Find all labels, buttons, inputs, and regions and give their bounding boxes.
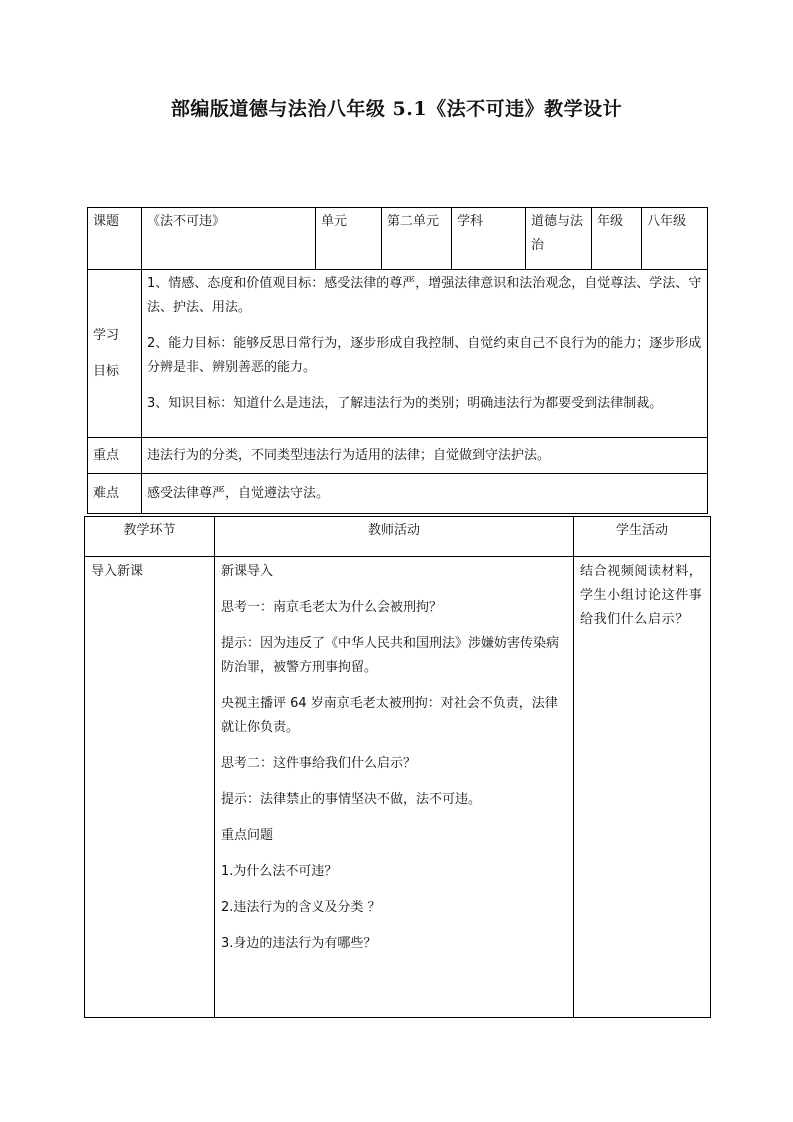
teacher-activity <box>215 557 574 1018</box>
grade-value: 八年级 <box>642 208 708 270</box>
course-label: 课题 <box>88 208 142 270</box>
course-value: 《法不可违》 <box>142 208 316 270</box>
key-point-row <box>88 438 708 474</box>
header-student: 学生活动 <box>574 517 711 557</box>
header-stage: 教学环节 <box>85 517 215 557</box>
unit-value: 第二单元 <box>382 208 452 270</box>
teacher-line: 1.为什么法不可违？ <box>221 864 338 879</box>
grade-label: 年级 <box>592 208 642 270</box>
activity-header-row <box>85 517 711 557</box>
teacher-line: 思考一：南京毛老太为什么会被刑拘？ <box>221 600 443 615</box>
document-title: 部编版道德与法治八年级 5.1《法不可违》教学设计 <box>170 98 623 120</box>
goals-label: 学习 目标 <box>88 270 142 438</box>
unit-label: 单元 <box>316 208 382 270</box>
teacher-line: 提示：法律禁止的事情坚决不做，法不可违。 <box>221 792 482 807</box>
teacher-line: 3.身边的违法行为有哪些？ <box>221 936 377 951</box>
teacher-line: 2.违法行为的含义及分类 ？ <box>221 900 381 915</box>
key-point-value: 违法行为的分类，不同类型违法行为适用的法律；自觉做到守法护法。 <box>142 438 708 474</box>
student-activity: 结合视频阅读材料，学生小组讨论这件事给我们什么启示？ <box>574 557 711 1018</box>
activity-row <box>85 557 711 1018</box>
teacher-line: 央视主播评 64 岁南京毛老太被刑拘：对社会不负责，法律就让你负责。 <box>221 696 558 735</box>
lesson-info-table <box>87 207 708 514</box>
teacher-line: 思考二：这件事给我们什么启示？ <box>221 756 417 771</box>
key-point-label: 重点 <box>88 438 142 474</box>
teacher-line: 重点问题 <box>221 828 274 843</box>
stage-cell: 导入新课 <box>85 557 215 1018</box>
info-row <box>88 208 708 270</box>
goals-row <box>88 270 708 438</box>
goals-content <box>142 270 708 438</box>
goal-item: 2、能力目标：能够反思日常行为，逐步形成自我控制、自觉约束自己不良行为的能力；逐步形成分辨是非、辨别善恶的能力。 <box>147 336 702 375</box>
goal-item: 1、情感、态度和价值观目标：感受法律的尊严，增强法律意识和法治观念，自觉尊法、学法、守法、护法、用法。 <box>147 276 702 315</box>
teacher-line: 新课导入 <box>221 564 274 579</box>
subject-label: 学科 <box>452 208 526 270</box>
difficulty-row <box>88 474 708 514</box>
header-teacher: 教师活动 <box>215 517 574 557</box>
activity-table <box>84 516 711 1018</box>
goal-item: 3、知识目标：知道什么是违法，了解违法行为的类别；明确违法行为都要受到法律制裁。 <box>147 396 663 411</box>
difficulty-value: 感受法律尊严，自觉遵法守法。 <box>142 474 708 514</box>
teacher-line: 提示：因为违反了《中华人民共和国刑法》涉嫌妨害传染病防治罪，被警方刑事拘留。 <box>221 636 560 675</box>
subject-value: 道德与法治 <box>526 208 592 270</box>
difficulty-label: 难点 <box>88 474 142 514</box>
